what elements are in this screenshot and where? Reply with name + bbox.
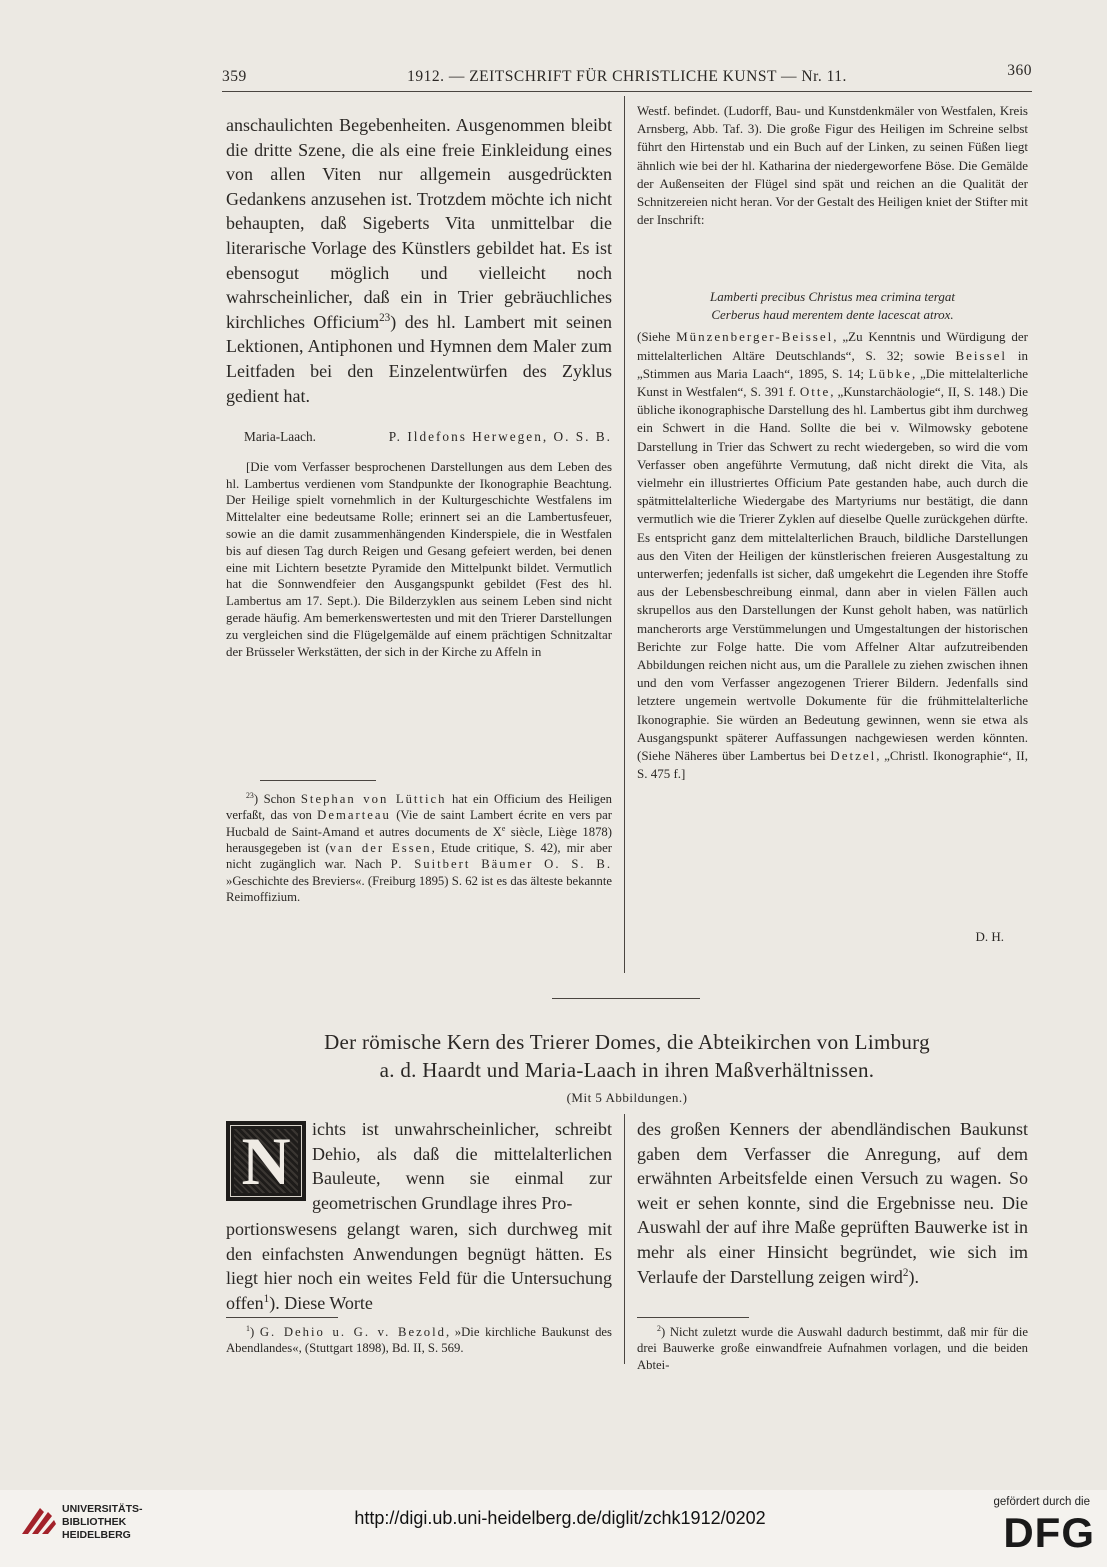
signature-author: P. Ildefons Herwegen, O. S. B. <box>388 429 612 444</box>
header-rule <box>222 91 1032 92</box>
footnote: $^{23}$) Schon Stephan von Lüttich hat ein Officium des Heiligen verfaßt, das von Demarteau (Vie de saint Lambert écrite en vers par Hucbald de Saint-Amand et autres documents de Xe siècle, Liège 1878) herausgegeben ist (van der Essen, Etude critique, S. 42), mir aber nicht zugänglich war. Nach P. Suitbert Bäumer O. S. B. »Geschichte des Breviers«. (Freiburg 1895) S. 62 ist es das älteste bekannte Reimoffizium. <box>226 790 612 905</box>
footnote-rule <box>226 1317 338 1318</box>
dfg-logo: DFG <box>1003 1509 1095 1556</box>
article-right-column <box>637 1117 1028 1373</box>
body-paragraph: anschaulichten Begebenheiten. Ausgenommen bleibt die dritte Szene, die als eine freie Einkleidung eines von allen Viten nur allgemein ausgedrückten Gedankens anzusehen ist. Trotzdem möchte ich nicht behaupten, daß Sigeberts Vita unmittelbar die literarische Vorlage des Künstlers gebildet hat. Es ist ebensogut möglich und vielleicht noch wahrscheinlicher, daß ein in Trier gebräuchliches kirchliches Officium$^{23}$) des hl. Lambert mit seinen Lektionen, Antiphonen und Hymnen dem Maler zum Leitfaden bei den Einzelentwürfen des Zyklus gedient hat. <box>226 115 612 406</box>
signature-line <box>226 429 612 446</box>
inscription-line-1: Lamberti precibus Christus mea crimina tergat <box>710 289 955 304</box>
initial-letter: N <box>241 1123 291 1199</box>
right-column <box>637 102 1028 947</box>
column-divider-lower <box>624 1114 625 1364</box>
footnote-rule <box>637 1317 749 1318</box>
permalink-url[interactable]: http://digi.ub.uni-heidelberg.de/diglit/zchk1912/0202 <box>354 1508 766 1528</box>
inscription-line-2: Cerberus haud merentem dente lacescat atrox. <box>711 307 954 323</box>
signature-place: Maria-Laach. <box>244 429 316 444</box>
article-title: Der römische Kern des Trierer Domes, die Abteikirchen von Limburg a. d. Haardt und Maria-Laach in ihren Maßverhältnissen. <box>324 1030 930 1082</box>
page-number-right: 360 <box>1007 62 1032 79</box>
article-footnote: $^1$) G. Dehio u. G. v. Bezold, »Die kirchliche Baukunst des Abendlandes«, (Stuttgart 1898), Bd. II, S. 569. <box>226 1323 612 1356</box>
left-column <box>226 113 612 961</box>
article-paragraph-right: des großen Kenners der abendländischen Baukunst gaben dem Verfasser die Anregung, auf dem erwähnten Arbeitsfelde einen Versuch zu wagen. So weit er sehen konnte, sind die Ergebnisse neu. Die Auswahl der auf ihre Maße geprüften Bauwerke ist in mehr als einer Hinsicht begründet, wie sich im Verlaufe der Darstellung zeigen wird$^2$). <box>637 1119 1028 1287</box>
running-header <box>222 62 1032 92</box>
column-divider <box>624 96 625 973</box>
section-divider <box>552 998 700 999</box>
journal-title: 1912. — ZEITSCHRIFT FÜR CHRISTLICHE KUNST — Nr. 11. <box>407 68 847 85</box>
editor-note: [Die vom Verfasser besprochenen Darstellungen aus dem Leben des hl. Lambertus verdienen vom Standpunkte der Ikonographie Beachtung. Der Heilige spielt vornehmlich in der Kulturgeschichte Westfalens im Mittelalter eine bedeutsame Rolle; erinnert sei an die Lambertusfeuer, sowie an die damit zusammenhängenden Kinderspiele, die in Westfalen bis auf diesen Tag durch Reigen und Gesang gefeiert werden, bei denen eine mit Lichtern besetzte Pyramide den Mittelpunkt bildet. Vermutlich hat die Sonnwendfeier den Ausgangspunkt gebildet (Fest des hl. Lambertus am 17. Sept.). Die Bilderzyklen aus seinem Leben sind nicht gerade häufig. Am bemerkenswertesten und mit den Trierer Darstellungen zu vergleichen sind die Flügelgemälde auf einem prächtigen Schnitzaltar der Brüsseler Werkstätten, der sich in der Kirche zu Affeln in <box>226 459 612 659</box>
article-subtitle: (Mit 5 Abbildungen.) <box>566 1090 688 1105</box>
signature-initials: D. H. <box>975 929 1004 945</box>
footnote-rule <box>260 780 376 781</box>
university-library-name: UNIVERSITÄTS- BIBLIOTHEK HEIDELBERG <box>62 1503 143 1541</box>
page-number-left: 359 <box>222 68 247 85</box>
article-footnote-right: $^2$) Nicht zuletzt wurde die Auswahl dadurch bestimmt, daß mir für die drei Bauwerke große einwandfreie Aufnahmen vorlagen, und die beiden Abtei- <box>637 1323 1028 1372</box>
article-left-column <box>226 1117 612 1357</box>
university-library-logo-icon <box>18 1500 58 1540</box>
article-paragraph: portionswesens gelangt waren, sich durchweg mit den einfachsten Anwendungen begnügt hätten. Es liegt hier noch ein weites Feld für die Untersuchung offen$^1$). Diese Worte <box>226 1219 612 1313</box>
right-paragraph-2: (Siehe Münzenberger-Beissel, „Zu Kenntnis und Würdigung der mittelalterlichen Altäre Deutschlands“, S. 32; sowie Beissel in „Stimmen aus Maria Laach“, 1895, S. 14; Lübke, „Die mittelalterliche Kunst in Westfalen“, S. 391 f. Otte, „Kunstarchäologie“, II, S. 148.) Die übliche ikonographische Darstellung des hl. Lambertus gibt ihm durchweg ein Schwert in die Hand. Sollte die bei v. Wilmowsky gebotene Darstellung in Trier das Schwert zu recht wiedergeben, so wird die vom Verfasser oben angeführte Vermutung, daß nicht direkt die Vita, als vielmehr ein illustriertes Officium Pate gestanden habe, auch durch die spätmittelalterliche Wiedergabe des Martyriums nur bestätigt, die dann vermutlich wie die Trierer Zyklen auf dieselbe Quelle zurückgehen dürfte. Es entspricht ganz dem mittelalterlichen Brauch, bildliche Darstellungen aus den Viten der Heiligen der künstlerischen freieren Ausgestaltung zu unterwerfen; jedenfalls ist sicher, daß umgekehrt die Legenden ihre Stoffe aus der Lebensbeschreibung einmal, dann aber in vielen Fällen auch skrupellos aus den Darstellungen der Kunst geholt haben, was natürlich mancherorts arge Verstümmelungen und Umgestaltungen der historischen Berichte zur Folge hatte. Die vom Affelner Altar aufzutreibenden Abbildungen reichen nicht aus, um die Parallele zu ziehen zwischen ihnen und den vom Verfasser angezogenen Trierer Bildern. Jedenfalls sind letztere ungemein wertvolle Dokumente für die frühmittelalterliche Ikonographie. Sie würden an Bedeutung gewinnen, wenn sie etwa als Ausgangspunkt späterer Auffassungen nachgewiesen werden könnten. (Siehe Näheres über Lambertus bei Detzel, „Christl. Ikonographie“, II, S. 475 f.] <box>637 329 1028 782</box>
right-paragraph: Westf. befindet. (Ludorff, Bau- und Kunstdenkmäler von Westfalen, Kreis Arnsberg, Abb. Taf. 3). Die große Figur des Heiligen im Schreine selbst führt den Hirtenstab und ein Buch auf der Linken, zu seinen Füßen liegt ähnlich wie bei der hl. Katharina der niedergeworfene Böse. Die Gemälde der Außenseiten der Flügel sind spät und reichen an die Qualität der Schnitzereien nicht heran. Vor der Gestalt des Heiligen kniet der Stifter mit der Inschrift: <box>637 103 1028 228</box>
article-opening: ichts ist unwahrscheinlicher, schreibt Dehio, als daß die mittelalterlichen Bauleute, wenn sie einmal zur geometrischen Grundlage ihres Pro- <box>312 1119 612 1213</box>
funding-label: gefördert durch die <box>993 1496 1090 1508</box>
